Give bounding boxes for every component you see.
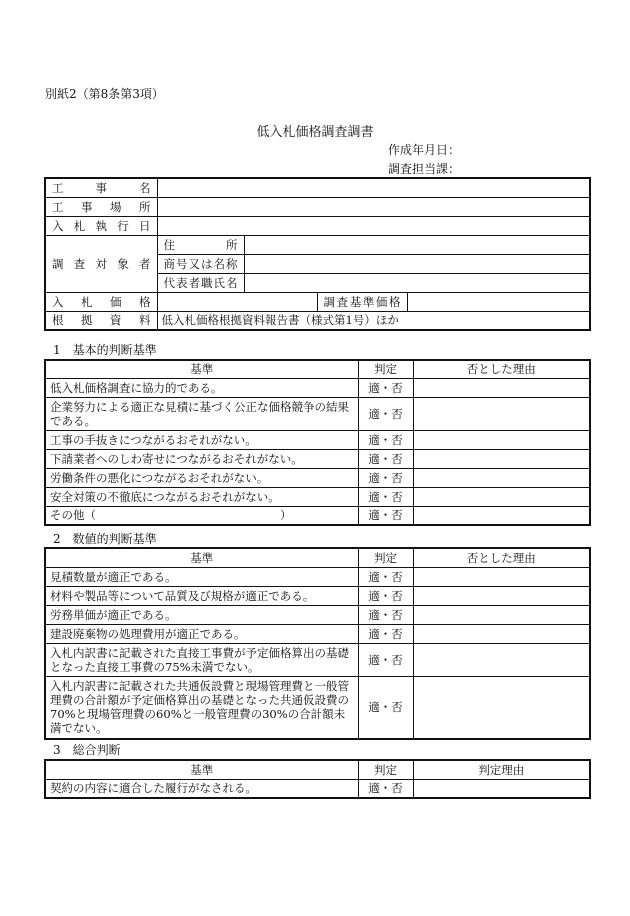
bid-date-field[interactable] [157,216,590,235]
criteria-text: 建設廃棄物の処理費用が適正である。 [45,624,358,643]
table-row [45,487,590,506]
judge-cell[interactable]: 適・否 [358,624,413,643]
work-place-label: 工事場所 [45,197,157,216]
table-row [45,586,590,605]
table-row [45,468,590,487]
work-name-field[interactable] [157,178,590,197]
criteria-text: 低入札価格調査に協力的である。 [45,378,358,397]
table-row [45,430,590,449]
overview-table [44,177,591,331]
section-1-table [44,359,591,526]
section-1-heading: 1 基本的判断基準 [53,343,157,357]
criteria-text: 労働条件の悪化につながるおそれがない。 [45,468,358,487]
section-3-col-judge: 判定 [358,760,413,779]
bid-price-label: 入札価格 [45,292,157,311]
criteria-text: 材料や製品等について品質及び規格が適正である。 [45,586,358,605]
criteria-text: その他（ ） [45,506,358,525]
table-row [45,397,590,430]
work-name-label: 工事名 [45,178,157,197]
staff-section-label: 調査担当課： [388,162,461,176]
work-place-field[interactable] [157,197,590,216]
table-row [45,449,590,468]
basis-label: 根拠資料 [45,311,157,330]
reason-field[interactable] [413,567,590,586]
criteria-text: 入札内訳書に記載された共通仮設費と現場管理費と一般管理費の合計額が予定価格算出の基礎となった共通仮設費の70%と現場管理費の60%と一般管理費の30%の合計額未満でない。 [45,676,358,739]
address-label: 住所 [157,235,244,254]
criteria-text: 契約の内容に適合した履行がなされる。 [45,779,358,798]
section-2-col-judge: 判定 [358,548,413,567]
criteria-text: 下請業者へのしわ寄せにつながるおそれがない。 [45,449,358,468]
judge-cell[interactable]: 適・否 [358,779,413,798]
section-2-table [44,547,591,740]
page-title: 低入札価格調査調書 [256,125,374,140]
judge-cell[interactable]: 適・否 [358,676,413,739]
section-3-col-criteria: 基準 [45,760,358,779]
section-2-col-reason: 否とした理由 [413,548,590,567]
section-1-col-judge: 判定 [358,360,413,378]
judge-cell[interactable]: 適・否 [358,487,413,506]
section-2-heading: 2 数値的判断基準 [53,532,157,546]
judge-cell[interactable]: 適・否 [358,567,413,586]
criteria-text: 工事の手抜きにつながるおそれがない。 [45,430,358,449]
base-price-field[interactable] [407,292,590,311]
representative-field[interactable] [244,273,590,292]
section-1-col-reason: 否とした理由 [413,360,590,378]
judge-cell[interactable]: 適・否 [358,378,413,397]
table-row [45,506,590,525]
criteria-text: 見積数量が適正である。 [45,567,358,586]
reason-field[interactable] [413,378,590,397]
bid-date-label: 入札執行日 [45,216,157,235]
basis-value: 低入札価格根拠資料報告書（様式第1号）ほか [157,311,590,330]
table-row [45,676,590,739]
table-row [45,624,590,643]
criteria-text: 労務単価が適正である。 [45,605,358,624]
judge-cell[interactable]: 適・否 [358,605,413,624]
reason-field[interactable] [413,468,590,487]
subject-label: 調査対象者 [45,235,157,292]
representative-label: 代表者職氏名 [157,273,244,292]
base-price-label: 調査基準価格 [317,292,407,311]
table-row [45,378,590,397]
reason-field[interactable] [413,506,590,525]
reason-field[interactable] [413,779,590,798]
reason-field[interactable] [413,605,590,624]
table-row [45,643,590,676]
judge-cell[interactable]: 適・否 [358,468,413,487]
section-3-col-reason: 判定理由 [413,760,590,779]
judge-cell[interactable]: 適・否 [358,643,413,676]
section-3-heading: 3 総合判断 [53,743,121,757]
reason-field[interactable] [413,487,590,506]
bid-price-field[interactable] [157,292,317,311]
reason-field[interactable] [413,430,590,449]
section-2-col-criteria: 基準 [45,548,358,567]
section-1-col-criteria: 基準 [45,360,358,378]
criteria-text: 安全対策の不徹底につながるおそれがない。 [45,487,358,506]
table-row [45,779,590,798]
created-date-label: 作成年月日： [388,143,461,157]
company-field[interactable] [244,254,590,273]
reason-field[interactable] [413,676,590,739]
criteria-text: 企業努力による適正な見積に基づく公正な価格競争の結果である。 [45,397,358,430]
reason-field[interactable] [413,586,590,605]
judge-cell[interactable]: 適・否 [358,506,413,525]
criteria-text: 入札内訳書に記載された直接工事費が予定価格算出の基礎となった直接工事費の75%未満でない。 [45,643,358,676]
reason-field[interactable] [413,643,590,676]
judge-cell[interactable]: 適・否 [358,449,413,468]
address-field[interactable] [244,235,590,254]
judge-cell[interactable]: 適・否 [358,430,413,449]
table-row [45,605,590,624]
reason-field[interactable] [413,624,590,643]
judge-cell[interactable]: 適・否 [358,397,413,430]
reason-field[interactable] [413,449,590,468]
form-note: 別紙2（第8条第3項） [45,87,164,101]
table-row [45,567,590,586]
judge-cell[interactable]: 適・否 [358,586,413,605]
reason-field[interactable] [413,397,590,430]
company-label: 商号又は名称 [157,254,244,273]
section-3-table [44,759,591,799]
